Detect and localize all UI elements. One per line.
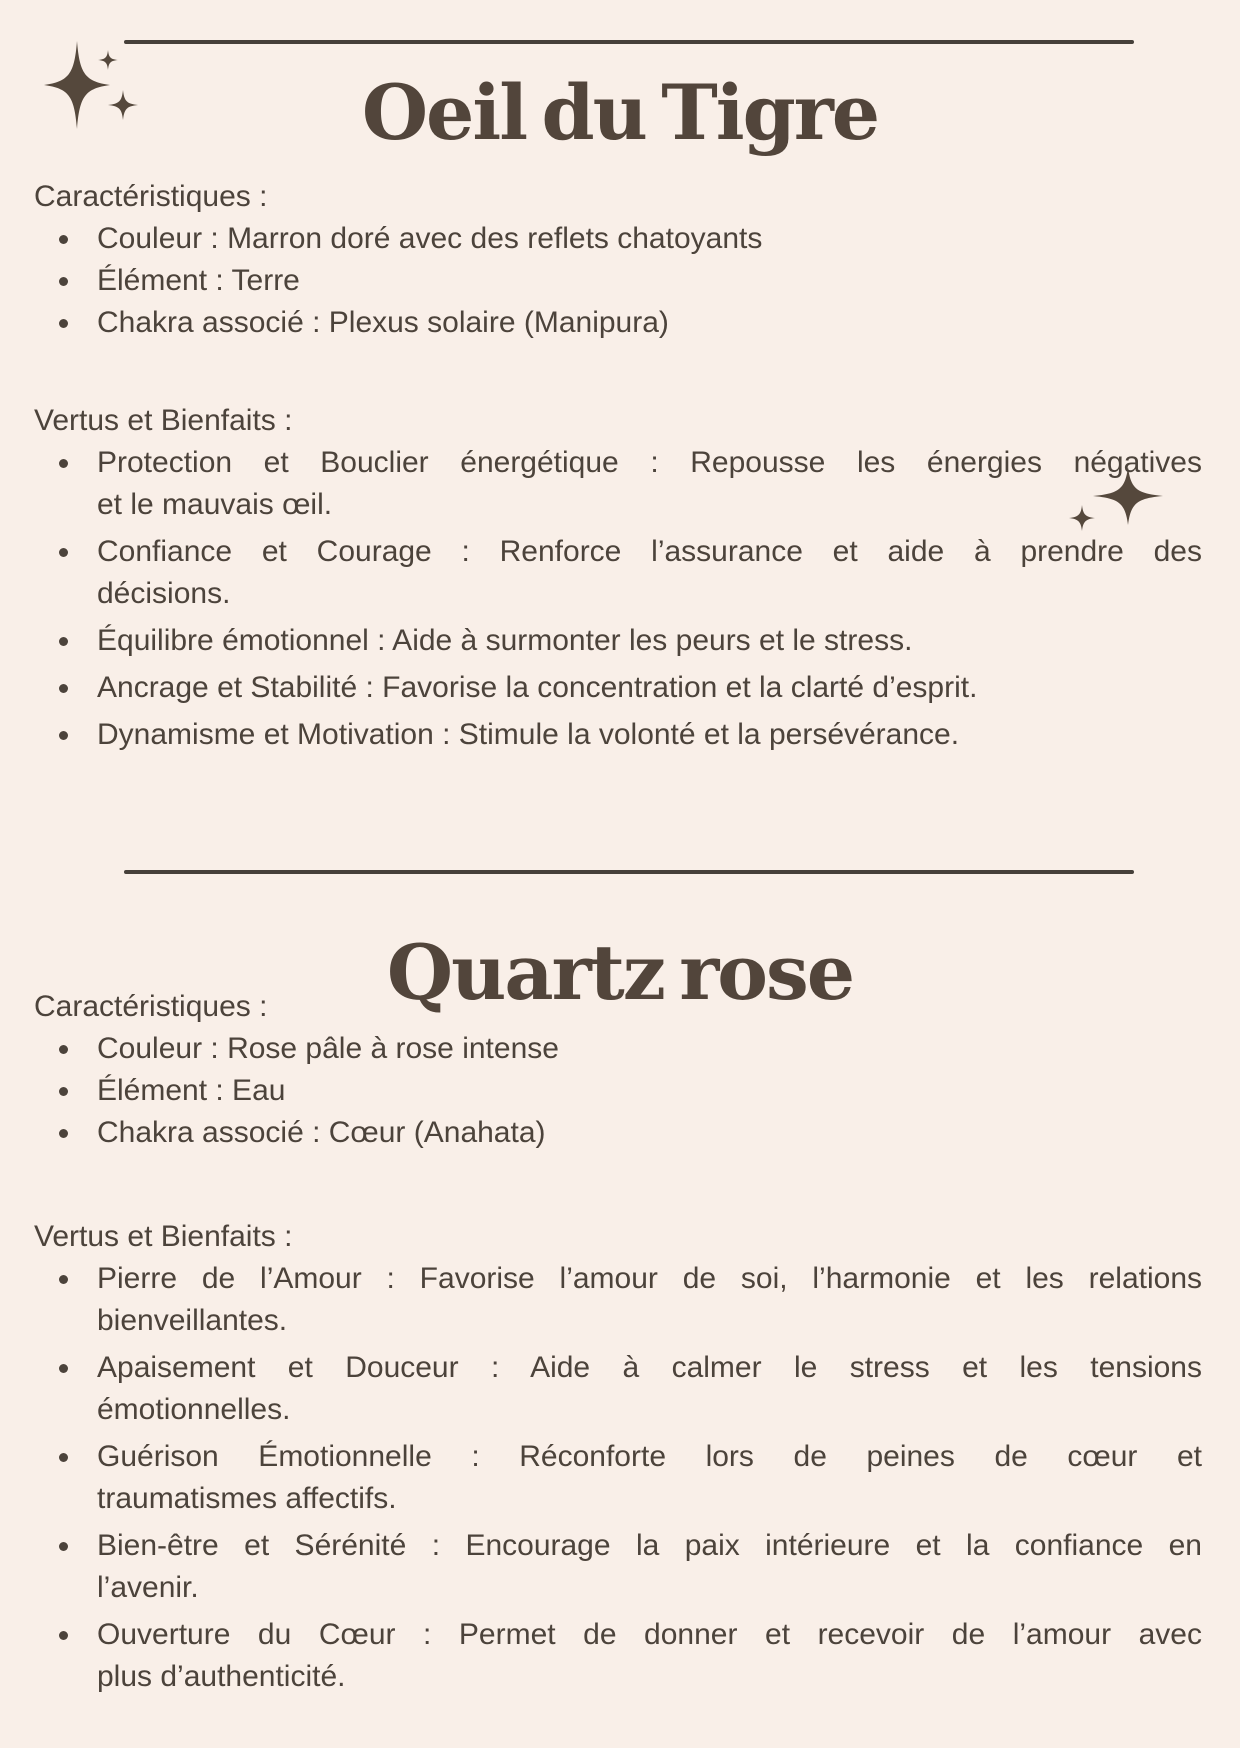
bullet-icon xyxy=(59,459,68,468)
list-item xyxy=(34,620,1202,662)
list-item-line: Ancrage et Stabilité : Favorise la concentration et la clarté d’esprit. xyxy=(97,671,978,704)
list-item xyxy=(34,1436,1202,1520)
bullet-icon xyxy=(59,1542,68,1551)
list-item-line: bienveillantes. xyxy=(97,1304,288,1337)
list-item xyxy=(34,667,1202,709)
characteristics-list xyxy=(34,218,1202,344)
list-item-line: traumatismes affectifs. xyxy=(97,1482,397,1515)
list-item-text: Chakra associé : Plexus solaire (Manipura) xyxy=(97,306,669,339)
bullet-icon xyxy=(59,1087,68,1096)
section-divider xyxy=(124,870,1134,874)
bullet-icon xyxy=(59,548,68,557)
list-item xyxy=(34,1614,1202,1698)
list-item-text: Chakra associé : Cœur (Anahata) xyxy=(97,1116,546,1149)
list-item-line: Confiance et Courage : Renforce l’assurance et aide à prendre des xyxy=(97,535,1202,568)
list-item-line: Guérison Émotionnelle : Réconforte lors de peines de cœur et xyxy=(97,1440,1202,1473)
bullet-icon xyxy=(59,277,68,286)
characteristics-heading: Caractéristiques : xyxy=(34,180,268,213)
list-item-text: Couleur : Rose pâle à rose intense xyxy=(97,1032,559,1065)
list-item-line: Apaisement et Douceur : Aide à calmer le stress et les tensions xyxy=(97,1351,1202,1384)
bullet-icon xyxy=(59,1453,68,1462)
virtues-heading: Vertus et Bienfaits : xyxy=(34,1220,293,1253)
list-item-line: Ouverture du Cœur : Permet de donner et recevoir de l’amour avec xyxy=(97,1618,1202,1651)
list-item xyxy=(34,1028,1202,1070)
bullet-icon xyxy=(59,1631,68,1640)
list-item xyxy=(34,1070,1202,1112)
list-item xyxy=(34,1112,1202,1154)
list-item xyxy=(34,1525,1202,1609)
bullet-icon xyxy=(59,637,68,646)
section-oeil-du-tigre xyxy=(34,176,1202,756)
bullet-icon xyxy=(59,1129,68,1138)
list-item-line: plus d’authenticité. xyxy=(97,1660,346,1693)
list-item xyxy=(34,302,1202,344)
bullet-icon xyxy=(59,684,68,693)
section-quartz-rose xyxy=(34,986,1202,1698)
bullet-icon xyxy=(59,1364,68,1373)
bullet-icon xyxy=(59,319,68,328)
list-item xyxy=(34,714,1202,756)
bullet-icon xyxy=(59,1275,68,1284)
list-item xyxy=(34,218,1202,260)
list-item-line: et le mauvais œil. xyxy=(97,488,333,521)
list-item-text: Élément : Terre xyxy=(97,264,300,297)
virtues-list xyxy=(34,442,1202,756)
list-item-line: Bien-être et Sérénité : Encourage la paix intérieure et la confiance en xyxy=(97,1529,1202,1562)
list-item xyxy=(34,1347,1202,1431)
list-item-line: Protection et Bouclier énergétique : Repousse les énergies négatives xyxy=(97,446,1202,479)
list-item xyxy=(34,1258,1202,1342)
list-item-line: l’avenir. xyxy=(97,1571,199,1604)
characteristics-list xyxy=(34,1028,1202,1154)
sparkles-icon xyxy=(30,36,150,146)
sparkles-icon xyxy=(30,36,150,146)
section-title-quartz-rose: Quartz rose xyxy=(386,928,854,1017)
list-item xyxy=(34,531,1202,615)
list-item xyxy=(34,260,1202,302)
bullet-icon xyxy=(59,235,68,244)
list-item-line: Dynamisme et Motivation : Stimule la volonté et la persévérance. xyxy=(97,718,960,751)
section-divider xyxy=(124,40,1134,44)
list-item xyxy=(34,442,1202,526)
list-item-text: Élément : Eau xyxy=(97,1074,286,1107)
list-item-line: Équilibre émotionnel : Aide à surmonter les peurs et le stress. xyxy=(97,624,913,657)
virtues-heading: Vertus et Bienfaits : xyxy=(34,404,293,437)
bullet-icon xyxy=(59,1045,68,1054)
bullet-icon xyxy=(59,731,68,740)
characteristics-heading: Caractéristiques : xyxy=(34,990,268,1023)
list-item-line: Pierre de l’Amour : Favorise l’amour de soi, l’harmonie et les relations xyxy=(97,1262,1202,1295)
section-title-oeil-du-tigre: Oeil du Tigre xyxy=(361,68,879,157)
list-item-text: Couleur : Marron doré avec des reflets chatoyants xyxy=(97,222,763,255)
virtues-list xyxy=(34,1258,1202,1698)
list-item-line: émotionnelles. xyxy=(97,1393,291,1426)
list-item-line: décisions. xyxy=(97,577,231,610)
